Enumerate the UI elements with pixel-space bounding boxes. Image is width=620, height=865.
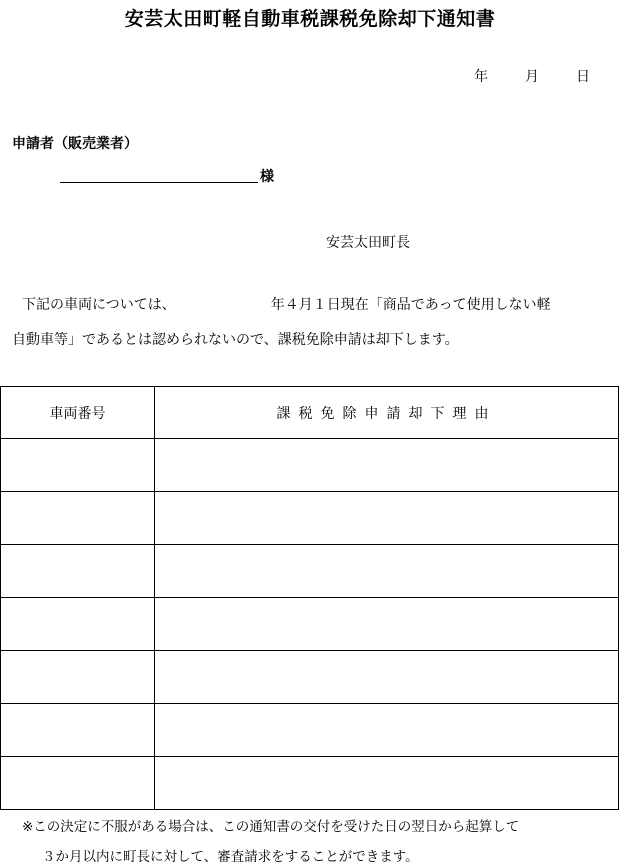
table-header-row (1, 387, 619, 439)
date-day-label: 日 (576, 69, 590, 85)
body-line-1-part-2: 年４月１日現在「商品であって使用しない軽 (270, 297, 551, 313)
date-year-label: 年 (474, 69, 488, 85)
issuer-name: 安芸太田町長 (326, 235, 410, 251)
honorific: 様 (260, 169, 274, 185)
table-row (1, 439, 619, 492)
header-rejection-reason: 課税免除申請却下理由 (155, 387, 619, 439)
table-row (1, 598, 619, 651)
rejection-reason-cell (155, 492, 619, 545)
vehicle-number-cell (1, 704, 155, 757)
vehicle-number-cell (1, 439, 155, 492)
table-row (1, 651, 619, 704)
appeal-note-line-2: ３か月以内に町長に対して、審査請求をすることができます。 (42, 849, 419, 865)
vehicle-number-cell (1, 598, 155, 651)
table-row (1, 704, 619, 757)
vehicle-number-cell (1, 757, 155, 810)
vehicle-number-cell (1, 492, 155, 545)
rejection-reason-cell (155, 757, 619, 810)
document-title: 安芸太田町軽自動車税課税免除却下通知書 (124, 8, 496, 30)
body-line-1-part-1: 下記の車両については、 (22, 297, 176, 313)
header-vehicle-number: 車両番号 (1, 387, 155, 439)
vehicle-number-cell (1, 545, 155, 598)
body-line-1 (22, 294, 551, 314)
rejection-reason-cell (155, 598, 619, 651)
applicant-label: 申請者（販売業者） (12, 136, 138, 152)
table-row (1, 757, 619, 810)
vehicle-number-cell (1, 651, 155, 704)
rejection-reason-cell (155, 704, 619, 757)
rejection-reason-cell (155, 545, 619, 598)
appeal-note-line-1: ※この決定に不服がある場合は、この通知書の交付を受けた日の翌日から起算して (22, 819, 520, 835)
rejection-reason-cell (155, 651, 619, 704)
table-row (1, 545, 619, 598)
date-month-label: 月 (525, 69, 539, 85)
vehicle-table (0, 386, 619, 810)
table-row (1, 492, 619, 545)
rejection-reason-cell (155, 439, 619, 492)
body-line-2: 自動車等」であるとは認められないので、課税免除申請は却下します。 (12, 332, 459, 348)
applicant-name-line (60, 182, 258, 183)
